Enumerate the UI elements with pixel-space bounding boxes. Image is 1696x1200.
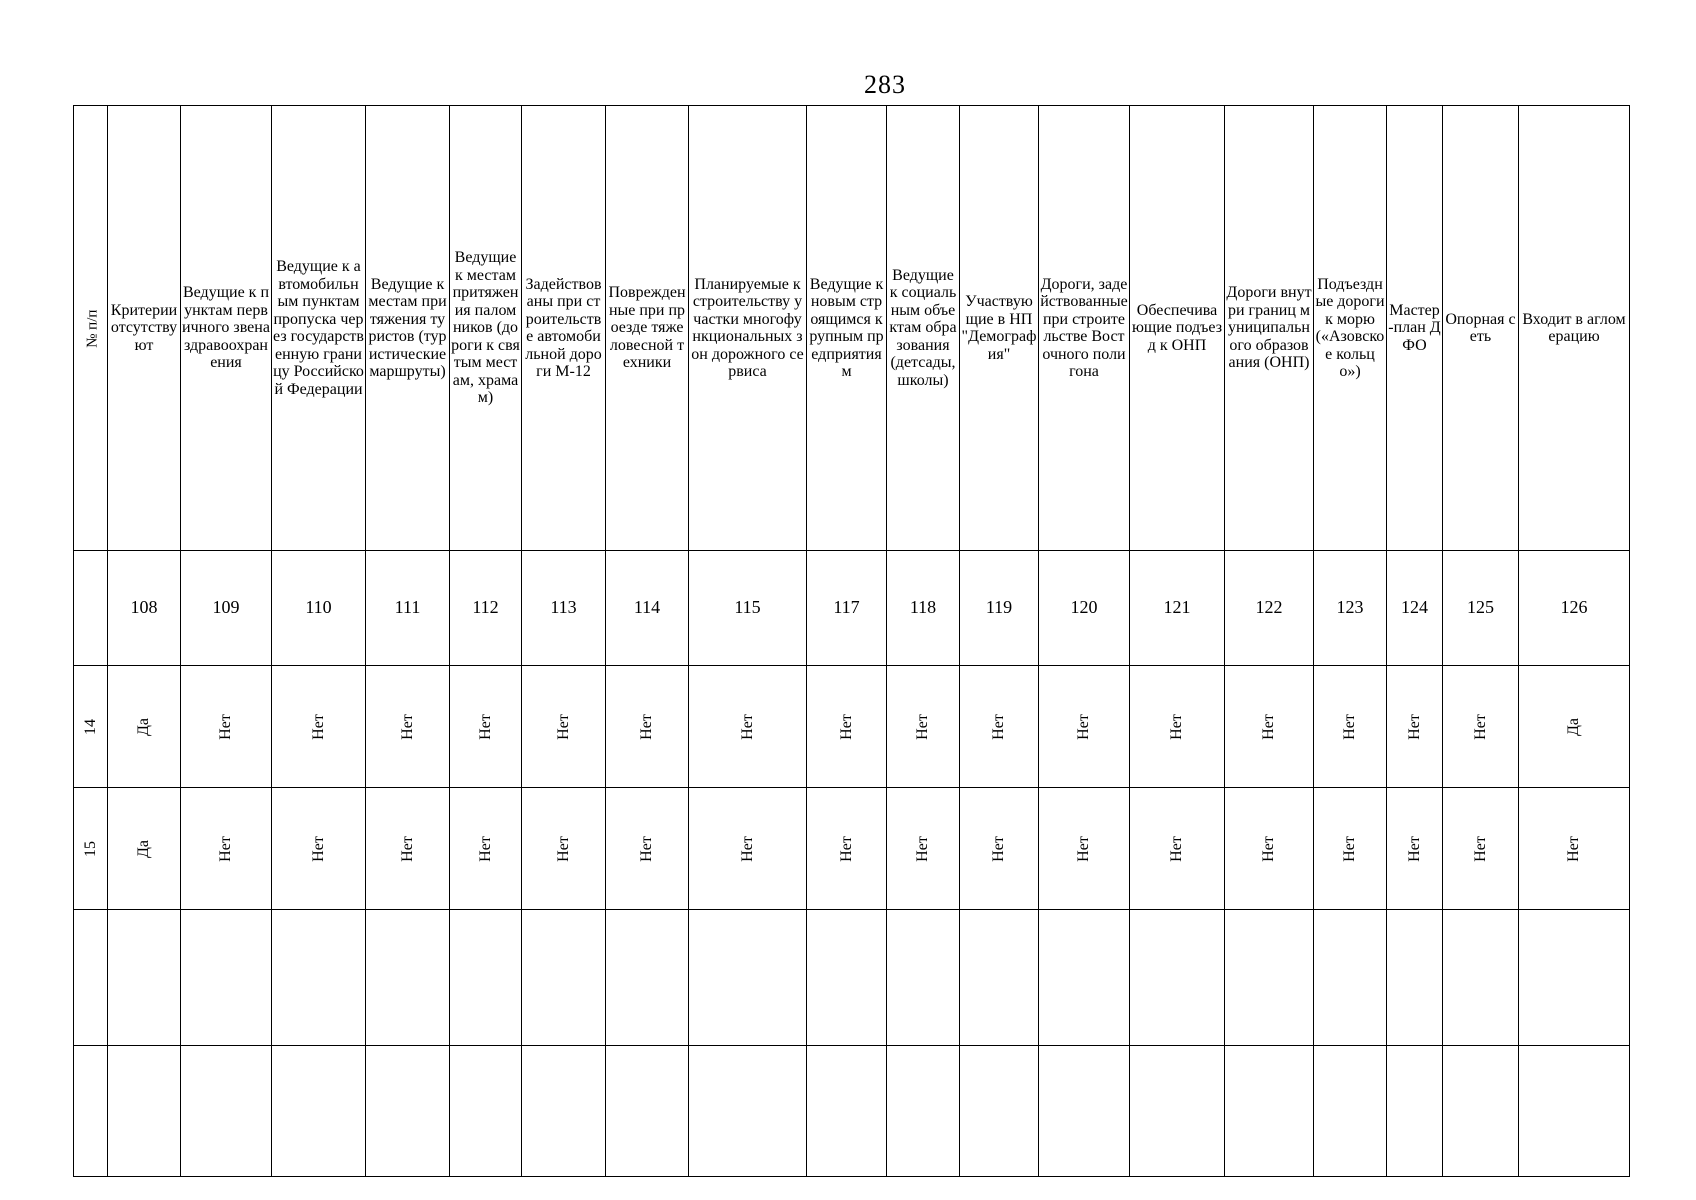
column-number: 121 <box>1163 597 1191 617</box>
cell-value: Нет <box>990 713 1007 740</box>
empty-cell <box>522 910 606 1046</box>
empty-cell <box>366 1046 450 1177</box>
header-cell <box>1443 106 1519 551</box>
empty-cell <box>450 1046 522 1177</box>
cell-value: Нет <box>476 835 494 862</box>
column-header: Ведущие к пунктам первичного звена здравоохранения <box>182 284 270 372</box>
table-cell <box>450 788 522 910</box>
table-row <box>74 788 1630 910</box>
cell-value: Да <box>134 839 152 858</box>
empty-cell <box>689 910 807 1046</box>
empty-cell <box>1130 1046 1225 1177</box>
table-cell <box>606 788 689 910</box>
column-header: Мастер-план ДФО <box>1388 301 1441 354</box>
table-cell <box>1314 788 1387 910</box>
empty-cell <box>1443 910 1519 1046</box>
empty-row <box>74 1046 1630 1177</box>
header-cell <box>450 106 522 551</box>
column-header: Опорная сеть <box>1445 310 1516 345</box>
column-number-cell <box>1039 551 1130 666</box>
table-cell <box>1443 788 1519 910</box>
column-number-cell <box>108 551 181 666</box>
cell-value: Нет <box>476 713 494 740</box>
cell-value: Нет <box>1341 835 1358 862</box>
column-number-cell <box>74 551 108 666</box>
column-number-cell <box>366 551 450 666</box>
empty-cell <box>689 1046 807 1177</box>
cell-value: Нет <box>398 713 416 740</box>
page-number: 283 <box>864 70 906 99</box>
empty-cell <box>1443 1046 1519 1177</box>
column-number-cell <box>450 551 522 666</box>
column-number-cell <box>606 551 689 666</box>
table-cell <box>181 788 272 910</box>
column-number: 120 <box>1070 597 1098 617</box>
table-cell <box>689 788 807 910</box>
row-number-cell <box>74 788 108 910</box>
column-number: 111 <box>394 597 421 617</box>
header-cell <box>181 106 272 551</box>
column-header: Ведущие к автомобильным пунктам пропуска через государственную границу Российской Федерации <box>273 258 364 398</box>
column-number-cell <box>1387 551 1443 666</box>
table-cell <box>1225 788 1314 910</box>
column-number-cell <box>887 551 960 666</box>
empty-cell <box>807 910 887 1046</box>
column-header: Задействованы при строительстве автомобильной дороги М-12 <box>525 275 602 380</box>
header-cell <box>522 106 606 551</box>
empty-cell <box>887 910 960 1046</box>
column-number: 115 <box>734 597 761 617</box>
cell-value: Нет <box>1168 713 1185 740</box>
empty-cell <box>74 910 108 1046</box>
column-header: Ведущие к местам притяжения туристов (туристические маршруты) <box>368 275 447 380</box>
column-number: 112 <box>472 597 499 617</box>
row-number: 14 <box>81 718 99 735</box>
header-cell <box>1519 106 1630 551</box>
empty-cell <box>108 1046 181 1177</box>
row-number: 15 <box>81 840 99 857</box>
empty-cell <box>1314 1046 1387 1177</box>
empty-cell <box>272 1046 366 1177</box>
empty-cell <box>181 910 272 1046</box>
cell-value: Нет <box>217 835 234 862</box>
cell-value: Нет <box>1471 713 1489 740</box>
data-table <box>73 105 1630 1177</box>
cell-value: Нет <box>914 713 931 740</box>
table-cell <box>689 666 807 788</box>
column-number-cell <box>1225 551 1314 666</box>
cell-value: Нет <box>1260 835 1277 862</box>
empty-cell <box>1519 1046 1630 1177</box>
column-header: Обеспечивающие подъезд к ОНП <box>1131 301 1223 354</box>
empty-cell <box>606 910 689 1046</box>
column-number-cell <box>1314 551 1387 666</box>
cell-value: Нет <box>1341 713 1358 740</box>
table-cell <box>181 666 272 788</box>
cell-value: Нет <box>309 835 327 862</box>
table-cell <box>272 788 366 910</box>
table-cell <box>366 788 450 910</box>
table-cell <box>522 788 606 910</box>
column-number: 109 <box>212 597 240 617</box>
table-cell <box>1387 666 1443 788</box>
column-number-row <box>74 551 1630 666</box>
cell-value: Да <box>134 717 152 736</box>
cell-value: Нет <box>217 713 234 740</box>
header-cell <box>108 106 181 551</box>
empty-cell <box>1039 910 1130 1046</box>
cell-value: Нет <box>1075 835 1092 862</box>
empty-cell <box>807 1046 887 1177</box>
empty-cell <box>181 1046 272 1177</box>
cell-value: Нет <box>554 713 572 740</box>
table-cell <box>1519 666 1630 788</box>
header-cell <box>606 106 689 551</box>
table-cell <box>960 666 1039 788</box>
table-cell <box>807 788 887 910</box>
row-number-header: № п/п <box>84 309 101 348</box>
empty-cell <box>887 1046 960 1177</box>
empty-cell <box>1039 1046 1130 1177</box>
cell-value: Нет <box>914 835 931 862</box>
row-number-cell <box>74 666 108 788</box>
column-header: Дороги, задействованные при строительстве Восточного полигона <box>1040 275 1128 380</box>
column-number: 123 <box>1336 597 1364 617</box>
empty-cell <box>108 910 181 1046</box>
header-cell <box>1225 106 1314 551</box>
table-cell <box>272 666 366 788</box>
empty-cell <box>1225 910 1314 1046</box>
cell-value: Нет <box>1260 713 1277 740</box>
table-cell <box>1130 788 1225 910</box>
column-number: 108 <box>130 597 158 617</box>
column-header: Участвующие в НП "Демография" <box>961 293 1037 363</box>
empty-cell <box>272 910 366 1046</box>
table-cell <box>960 788 1039 910</box>
table-cell <box>887 788 960 910</box>
header-cell <box>807 106 887 551</box>
cell-value: Нет <box>1075 713 1092 740</box>
header-cell <box>1314 106 1387 551</box>
column-number-cell <box>181 551 272 666</box>
column-number: 114 <box>633 597 661 617</box>
cell-value: Нет <box>1168 835 1185 862</box>
column-number: 113 <box>550 597 577 617</box>
column-number: 122 <box>1255 597 1283 617</box>
empty-cell <box>960 1046 1039 1177</box>
cell-value: Нет <box>837 835 855 862</box>
empty-cell <box>450 910 522 1046</box>
empty-cell <box>1387 910 1443 1046</box>
header-cell <box>272 106 366 551</box>
column-header: Ведущие к новым строящимся крупным предприятиям <box>809 275 884 380</box>
table-cell <box>366 666 450 788</box>
table-row <box>74 666 1630 788</box>
cell-value: Нет <box>398 835 416 862</box>
column-number: 110 <box>305 597 332 617</box>
empty-cell <box>1225 1046 1314 1177</box>
column-number: 117 <box>833 597 860 617</box>
cell-value: Нет <box>738 713 756 740</box>
empty-cell <box>522 1046 606 1177</box>
header-cell <box>960 106 1039 551</box>
empty-cell <box>1314 910 1387 1046</box>
header-cell <box>1387 106 1443 551</box>
column-number: 124 <box>1401 597 1428 617</box>
cell-value: Да <box>1564 717 1582 736</box>
column-header: Дороги внутри границ муниципального образования (ОНП) <box>1226 284 1312 372</box>
empty-cell <box>606 1046 689 1177</box>
cell-value: Нет <box>990 835 1007 862</box>
table-cell <box>807 666 887 788</box>
table-cell <box>522 666 606 788</box>
table-cell <box>108 666 181 788</box>
table-cell <box>1387 788 1443 910</box>
column-header: Входит в агломерацию <box>1522 310 1626 345</box>
cell-value: Нет <box>638 713 655 740</box>
column-header: Планируемые к строительству участки многофункциональных зон дорожного сервиса <box>691 275 804 380</box>
table-cell <box>1039 666 1130 788</box>
table-cell <box>1039 788 1130 910</box>
empty-row <box>74 910 1630 1046</box>
header-cell <box>366 106 450 551</box>
table-cell <box>450 666 522 788</box>
table-cell <box>606 666 689 788</box>
column-header: Ведущие к социальным объектам образования (детсады, школы) <box>889 266 957 389</box>
header-cell <box>1039 106 1130 551</box>
column-header: Подъездные дороги к морю («Азовское кольцо») <box>1315 275 1385 380</box>
table-cell <box>1314 666 1387 788</box>
cell-value: Нет <box>837 713 855 740</box>
empty-cell <box>960 910 1039 1046</box>
column-number-cell <box>272 551 366 666</box>
column-number-cell <box>807 551 887 666</box>
cell-value: Нет <box>1565 835 1582 862</box>
column-header: Критерии отсутствуют <box>110 301 178 354</box>
column-number-cell <box>1130 551 1225 666</box>
table-cell <box>887 666 960 788</box>
header-row <box>74 106 1630 551</box>
column-header: Поврежденные при проезде тяжеловесной техники <box>608 284 686 372</box>
cell-value: Нет <box>554 835 572 862</box>
table-cell <box>108 788 181 910</box>
column-number-cell <box>522 551 606 666</box>
column-number: 119 <box>985 597 1013 617</box>
column-number-cell <box>1443 551 1519 666</box>
header-cell <box>689 106 807 551</box>
column-number: 126 <box>1560 597 1588 617</box>
empty-cell <box>1387 1046 1443 1177</box>
table-cell <box>1443 666 1519 788</box>
header-cell <box>1130 106 1225 551</box>
column-number: 125 <box>1467 597 1494 617</box>
empty-cell <box>366 910 450 1046</box>
row-number-header-cell <box>74 106 108 551</box>
empty-cell <box>1519 910 1630 1046</box>
cell-value: Нет <box>738 835 756 862</box>
column-number-cell <box>689 551 807 666</box>
cell-value: Нет <box>638 835 655 862</box>
cell-value: Нет <box>1405 713 1423 740</box>
column-number: 118 <box>909 597 937 617</box>
cell-value: Нет <box>1471 835 1489 862</box>
column-header: Ведущие к местам притяжения паломников (дороги к святым местам, храмам) <box>451 249 520 407</box>
header-cell <box>887 106 960 551</box>
table-cell <box>1130 666 1225 788</box>
cell-value: Нет <box>309 713 327 740</box>
column-number-cell <box>1519 551 1630 666</box>
empty-cell <box>1130 910 1225 1046</box>
column-number-cell <box>960 551 1039 666</box>
empty-cell <box>74 1046 108 1177</box>
cell-value: Нет <box>1405 835 1423 862</box>
table-cell <box>1519 788 1630 910</box>
table-cell <box>1225 666 1314 788</box>
